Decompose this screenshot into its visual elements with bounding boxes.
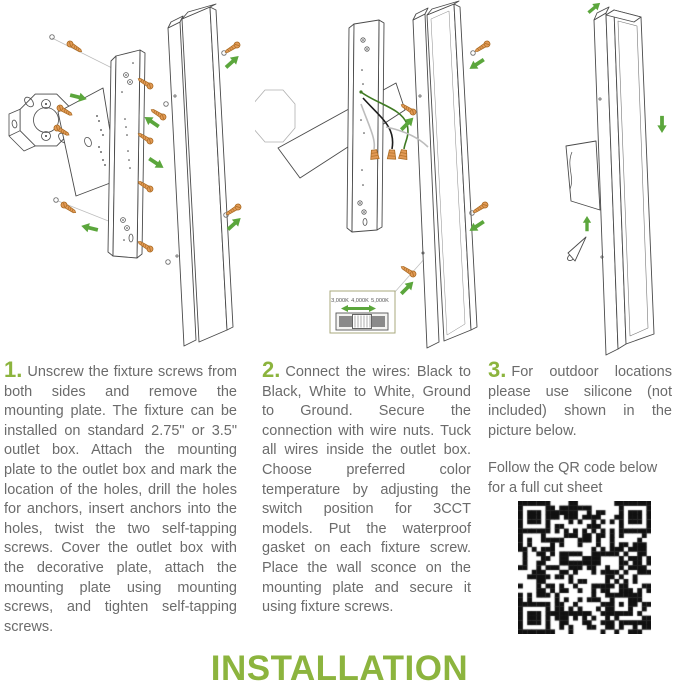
diagram-step-1-exploded-view (0, 0, 250, 358)
diagram-step-1-svg (0, 0, 250, 358)
decorative-plate (278, 83, 405, 178)
direction-arrow-icon (467, 56, 486, 73)
screw-icon (400, 264, 418, 278)
switch-track-right (372, 316, 385, 327)
diagram-step-2-svg (255, 0, 495, 358)
anchor-ring-icon (54, 198, 59, 203)
fixture-body (413, 1, 477, 348)
cct-label-5000k: 5,000K (371, 298, 389, 304)
wire-nut-icon (387, 150, 396, 159)
step-3-number: 3. (488, 357, 507, 382)
step-2-body: Connect the wires: Black to Black, White to White, Ground to Ground. Secure the connection with wire nuts. Tuck all wires inside the outlet box. Choose preferred color temperature by adjusting the switch position for 3CCT models. Put the waterproof gasket on each fixture screw. Place the wall sconce on the mounting plate and secure it using fixture screws. (262, 364, 471, 616)
anchor-ring-icon (50, 35, 55, 40)
fixture-body (594, 7, 654, 355)
direction-arrow-icon (657, 116, 666, 133)
gasket-ring-icon (471, 51, 476, 56)
screw-icon (66, 40, 83, 54)
qr-note: Follow the QR code below for a full cut sheet (488, 460, 658, 496)
step-2-number: 2. (262, 357, 281, 382)
switch-track-left (339, 316, 352, 327)
step-3-column (488, 357, 672, 499)
step-2-text (262, 357, 471, 618)
outlet-box (255, 90, 295, 142)
step-1-body: Unscrew the fixture screws from both sides and remove the mounting plate. The fixture can be installed on standard 2.75" or 3.5" outlet box. Attach the mounting plate to the outlet box and mark the location of the holes, drill the holes for anchors, insert anchors into the holes, twist the two self-tapping screws. Cover the outlet box with the decorative plate, attach the mounting plate using mounting screws, and tighten self-tapping screws. (4, 364, 237, 635)
wire-nut-icon (399, 149, 409, 159)
gasket-ring-icon (166, 260, 171, 265)
mounting-plate (347, 20, 384, 232)
screw-icon (474, 40, 492, 54)
step-3-text (488, 357, 672, 441)
diagram-step-3-silicone (490, 0, 679, 358)
silicone-nozzle (566, 237, 586, 262)
silicone-plate (566, 141, 600, 210)
direction-arrow-icon (80, 221, 99, 234)
direction-arrow-icon (147, 155, 166, 172)
cct-label-3000k: 3,000K (331, 298, 349, 304)
step-3-body: For outdoor locations please use silicone (not included) shown in the picture below. (488, 364, 672, 439)
direction-arrow-icon (583, 216, 591, 231)
diagram-step-2-wiring (255, 0, 495, 358)
direction-arrow-icon (223, 52, 242, 70)
page-title: INSTALLATION (210, 649, 469, 688)
cct-switch-inset (330, 291, 395, 333)
step-1-number: 1. (4, 357, 23, 382)
diagram-step-3-svg (490, 0, 679, 358)
gasket-ring-icon (164, 102, 169, 107)
cct-label-4000k: 4,000K (351, 298, 369, 304)
direction-arrow-icon (398, 278, 417, 297)
qr-code (518, 501, 651, 634)
step-1-text (4, 357, 237, 637)
